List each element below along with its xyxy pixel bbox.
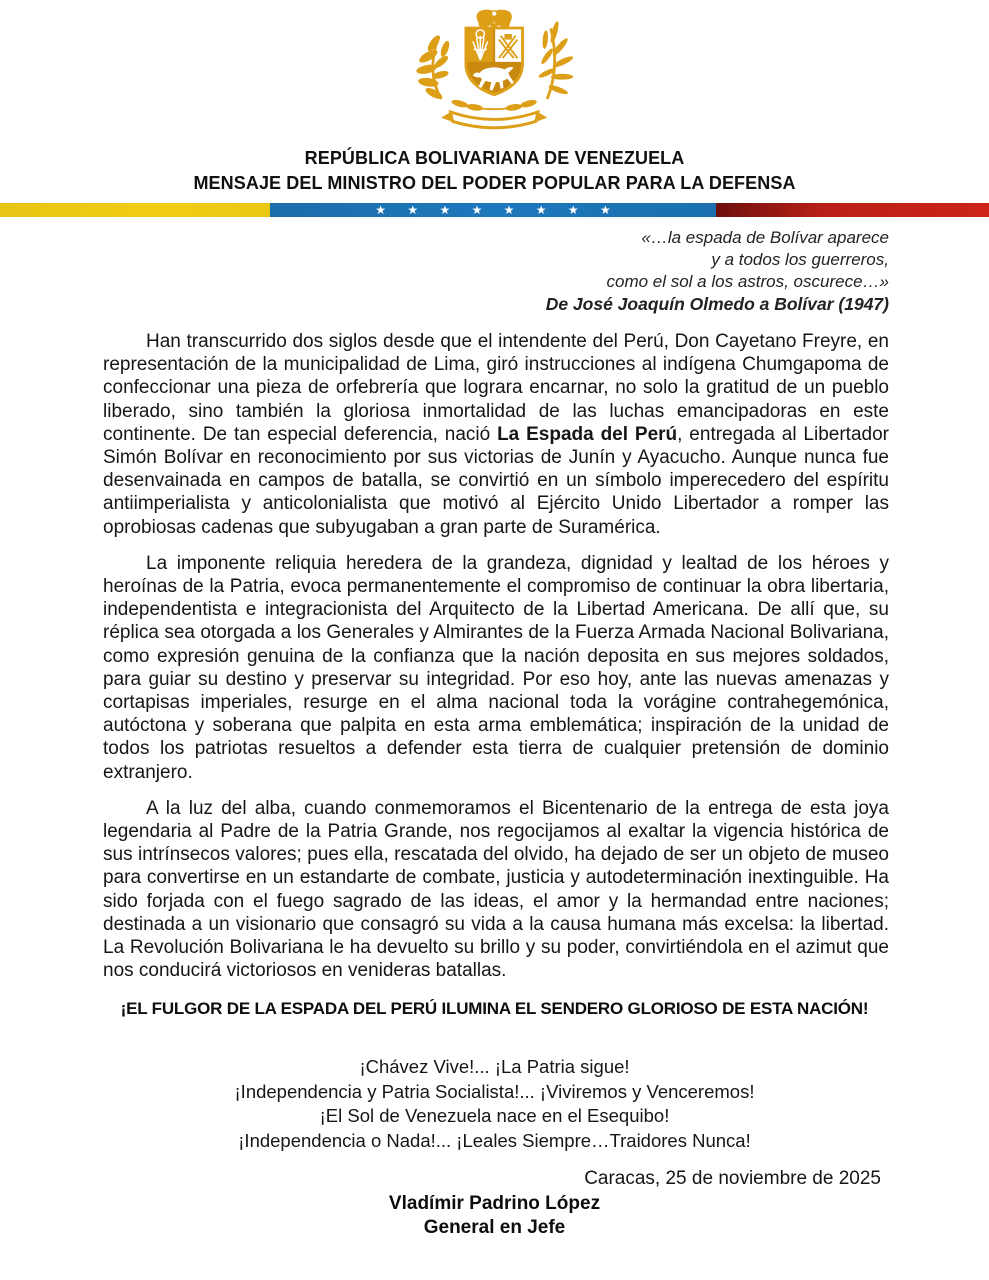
quote-line-1: «…la espada de Bolívar aparece bbox=[641, 228, 889, 247]
flag-stars: ★ ★ ★ ★ ★ ★ ★ ★ bbox=[375, 203, 620, 217]
quote-line-2: y a todos los guerreros, bbox=[711, 250, 889, 269]
slogan-line: ¡Independencia o Nada!... ¡Leales Siempre…Traidores Nunca! bbox=[238, 1129, 751, 1151]
paragraph-1 bbox=[103, 330, 889, 539]
flag-blue-band bbox=[270, 203, 716, 217]
venezuela-coat-of-arms-icon bbox=[406, 8, 582, 138]
flag-red-band bbox=[716, 203, 989, 217]
emblem-container bbox=[0, 0, 989, 142]
paragraph-3: A la luz del alba, cuando conmemoramos el Bicentenario de la entrega de esta joya legendaria al Padre de la Patria Grande, nos regocijamos al exaltar la vigencia histórica de sus intrínsecos valores; pues ella, rescatada del olvido, ha dejado de ser un objeto de museo para convertirse en un estandarte de combate, justicia y autodeterminación inextinguible. Ha sido forjada con el fuego sagrado de las ideas, el amor y la hermandad entre naciones; destinada a un visionario que consagró su vida a la causa humana más excelsa: la libertad. La Revolución Bolivariana le ha devuelto su brillo y su poder, convirtiéndola en el azimut que nos conducirá victoriosos en venideras batallas. bbox=[103, 797, 889, 982]
slogan-line: ¡Chávez Vive!... ¡La Patria sigue! bbox=[359, 1056, 630, 1078]
paragraph-2: La imponente reliquia heredera de la grandeza, dignidad y lealtad de los héroes y heroínas de la Patria, evoca permanentemente el compromiso de continuar la obra libertaria, independentista e integracionista del Arquitecto de la Libertad Americana. De allí que, su réplica sea otorgada a los Generales y Almirantes de la Fuerza Armada Nacional Bolivariana, como expresión genuina de la confianza que la nación deposita en sus mejores soldados, para guiar su destino y preservar su integridad. Por eso hoy, ante las nuevas amenazas y cortapisas imperiales, resurge en el alma nacional toda la vorágine contrahegemónica, autóctona y soberana que palpita en esta arma emblemática; inspiración de la unidad de todos los patriotas resueltos a defender esta tierra de cualquier pretensión de dominio extranjero. bbox=[103, 552, 889, 783]
letter-body bbox=[103, 330, 889, 982]
flag-yellow-band bbox=[0, 203, 270, 217]
document-header bbox=[0, 146, 989, 196]
title-republic: REPÚBLICA BOLIVARIANA DE VENEZUELA bbox=[304, 148, 685, 168]
highlight-slogan: ¡EL FULGOR DE LA ESPADA DEL PERÚ ILUMINA EL SENDERO GLORIOSO DE ESTA NACIÓN! bbox=[120, 999, 869, 1019]
paragraph-1-text-after: , entregada al Libertador Simón Bolívar en reconocimiento por sus victorias de Junín y Ayacucho. Aunque nunca fue desenvainada en campos de batalla, se convirtió en un símbolo imperecedero del espíritu antiimperialista y anticolonialista que motivó al Ejército Unido Libertador a romper las oprobiosas cadenas que subyugaban a gran parte de Suramérica. bbox=[103, 423, 889, 538]
signature-block bbox=[0, 1192, 989, 1240]
paragraph-1-text: Han transcurrido dos siglos desde que el intendente del Perú, Don Cayetano Freyre, en representación de la municipalidad de Lima, giró instrucciones al indígena Chumgapoma de confeccionar una pieza de orfebrería que lograra encarnar, no solo la gratitud de un pueblo liberado, sino también la gloriosa inmortalidad de las luchas emancipadoras en este continente. De tan especial deferencia, nació bbox=[103, 331, 889, 445]
slogan-line: ¡El Sol de Venezuela nace en el Esequibo! bbox=[319, 1105, 670, 1127]
closing-slogans bbox=[0, 1055, 989, 1153]
signature-name: Vladímir Padrino López bbox=[388, 1193, 601, 1215]
signature-title: General en Jefe bbox=[423, 1217, 566, 1239]
quote-attribution: De José Joaquín Olmedo a Bolívar (1947) bbox=[545, 294, 889, 314]
dateline: Caracas, 25 de noviembre de 2025 bbox=[584, 1168, 881, 1190]
epigraph-quote bbox=[0, 227, 889, 315]
slogan-line: ¡Independencia y Patria Socialista!... ¡Viviremos y Venceremos! bbox=[234, 1080, 755, 1102]
quote-line-3: como el sol a los astros, oscurece…» bbox=[606, 272, 889, 291]
title-message: MENSAJE DEL MINISTRO DEL PODER POPULAR PARA LA DEFENSA bbox=[193, 173, 796, 193]
flag-bar bbox=[0, 203, 989, 217]
paragraph-1-bold-phrase: La Espada del Perú bbox=[497, 423, 678, 445]
